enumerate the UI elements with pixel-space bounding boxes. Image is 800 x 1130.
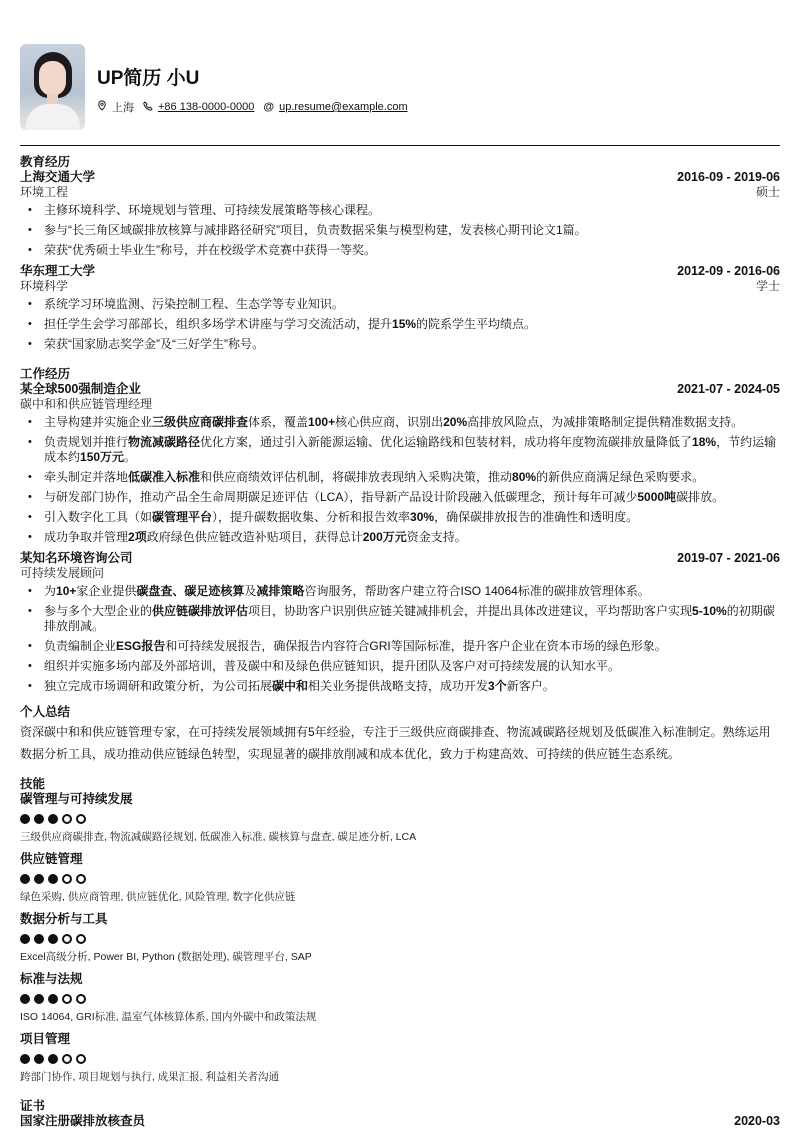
map-pin-icon — [97, 100, 107, 114]
empty-dot-icon — [62, 994, 72, 1004]
summary-section — [20, 705, 780, 765]
skill-keywords: Excel高级分析, Power BI, Python (数据处理), 碳管理平台, SAP — [20, 951, 312, 963]
filled-dot-icon — [48, 874, 58, 884]
skill-name: 标准与法规 — [20, 972, 83, 986]
empty-dot-icon — [62, 814, 72, 824]
entry-header — [20, 264, 780, 279]
header-divider — [20, 145, 780, 146]
bullet-item: • 担任学生会学习部部长，组织多场学术讲座与学习交流活动，提升15%的院系学生平均绩点。 — [20, 317, 780, 332]
bullet-list — [20, 297, 780, 352]
bullet-item: • 组织并实施多场内部及外部培训，普及碳中和及绿色供应链知识，提升团队及客户对可持续发展的认知水平。 — [20, 659, 780, 674]
skill-keywords: 三级供应商碳排查, 物流减碳路径规划, 低碳准入标准, 碳核算与盘查, 碳足迹分析, LCA — [20, 831, 417, 843]
bullet-item: • 系统学习环境监测、污染控制工程、生态学等专业知识。 — [20, 297, 780, 312]
date-range: 2012-09 - 2016-06 — [677, 264, 780, 278]
skill-keywords: ISO 14064, GRI标准, 温室气体核算体系, 国内外碳中和政策法规 — [20, 1011, 317, 1023]
major: 环境科学 — [20, 279, 69, 293]
section-title: 工作经历 — [20, 367, 71, 381]
bullet-item: • 荣获“国家励志奖学金”及“三好学生”称号。 — [20, 337, 780, 352]
entry-header — [20, 551, 780, 566]
education-entry — [20, 264, 780, 352]
education-entry — [20, 170, 780, 258]
degree: 硕士 — [755, 185, 780, 199]
filled-dot-icon — [48, 994, 58, 1004]
resume-page — [20, 44, 780, 130]
section-title: 个人总结 — [20, 705, 71, 719]
company-name: 某全球500强制造企业 — [20, 382, 141, 396]
section-title: 证书 — [20, 1099, 46, 1113]
resume-header — [20, 44, 780, 130]
summary-text: 资深碳中和和供应链管理专家，在可持续发展领域拥有5年经验，专注于三级供应商碳排查、物流减碳路径规划及低碳准入标准制定。熟练运用数据分析工具，成功推动供应链绿色转型，实现显著的碳排放削减和成本优化，致力于构建高效、可持续的供应链生态系统。 — [20, 725, 771, 761]
skill-name: 项目管理 — [20, 1032, 71, 1046]
degree: 学士 — [755, 279, 780, 293]
skill-name: 碳管理与可持续发展 — [20, 792, 133, 806]
education-section — [20, 155, 780, 352]
bullet-item: • 牵头制定并落地低碳准入标准和供应商绩效评估机制，将碳排放表现纳入采购决策，推动80%的新供应商满足绿色采购要求。 — [20, 470, 780, 485]
skill-level-rating — [20, 994, 780, 1005]
filled-dot-icon — [20, 1054, 30, 1064]
bullet-item: • 与研发部门协作，推动产品全生命周期碳足迹评估（LCA），指导新产品设计阶段融入低碳理念，预计每年可减少5000吨碳排放。 — [20, 490, 780, 505]
entry-subtitle — [20, 566, 780, 580]
skill-item — [20, 792, 780, 844]
filled-dot-icon — [20, 814, 30, 824]
at-sign-icon: @ — [263, 101, 275, 113]
filled-dot-icon — [34, 994, 44, 1004]
skill-level-rating — [20, 874, 780, 885]
date-range: 2021-07 - 2024-05 — [677, 382, 780, 396]
date-range: 2016-09 - 2019-06 — [677, 170, 780, 184]
certificate-name: 国家注册碳排放核查员 — [20, 1114, 146, 1128]
bullet-item: • 负责编制企业ESG报告和可持续发展报告，确保报告内容符合GRI等国际标准，提升客户企业在资本市场的绿色形象。 — [20, 639, 780, 654]
section-title: 技能 — [20, 777, 46, 791]
location: 上海 — [97, 99, 134, 115]
date: 2020-03 — [734, 1114, 780, 1128]
bullet-item: • 荣获“优秀硕士毕业生”称号，并在校级学术竞赛中获得一等奖。 — [20, 243, 780, 258]
bullet-item: • 成功争取并管理2项政府绿色供应链改造补贴项目，获得总计200万元资金支持。 — [20, 530, 780, 545]
filled-dot-icon — [48, 934, 58, 944]
filled-dot-icon — [48, 814, 58, 824]
job-role: 碳中和和供应链管理经理 — [20, 397, 153, 411]
skill-level-rating — [20, 934, 780, 945]
entry-subtitle — [20, 185, 780, 199]
bullet-list — [20, 584, 780, 694]
date-range: 2019-07 - 2021-06 — [677, 551, 780, 565]
skill-item — [20, 852, 780, 904]
bullet-item: • 引入数字化工具（如碳管理平台），提升碳数据收集、分析和报告效率30%，确保碳排放报告的准确性和透明度。 — [20, 510, 780, 525]
school-name: 华东理工大学 — [20, 264, 96, 278]
filled-dot-icon — [34, 934, 44, 944]
job-role: 可持续发展顾问 — [20, 566, 105, 580]
empty-dot-icon — [76, 814, 86, 824]
skill-level-rating — [20, 814, 780, 825]
filled-dot-icon — [48, 1054, 58, 1064]
skill-name: 数据分析与工具 — [20, 912, 108, 926]
filled-dot-icon — [20, 874, 30, 884]
filled-dot-icon — [34, 814, 44, 824]
filled-dot-icon — [20, 934, 30, 944]
skill-keywords: 绿色采购, 供应商管理, 供应链优化, 风险管理, 数字化供应链 — [20, 891, 296, 903]
bullet-item: • 参与多个大型企业的供应链碳排放评估项目，协助客户识别供应链关键减排机会，并提出具体改进建议，平均帮助客户实现5-10%的初期碳排放削减。 — [20, 604, 780, 634]
skill-level-rating — [20, 1054, 780, 1065]
empty-dot-icon — [62, 1054, 72, 1064]
entry-header — [20, 170, 780, 185]
email[interactable] — [263, 101, 407, 113]
filled-dot-icon — [34, 1054, 44, 1064]
bullet-list — [20, 415, 780, 545]
certificates-section — [20, 1099, 780, 1129]
company-name: 某知名环境咨询公司 — [20, 551, 133, 565]
entry-subtitle — [20, 279, 780, 293]
empty-dot-icon — [76, 874, 86, 884]
bullet-item: • 独立完成市场调研和政策分析，为公司拓展碳中和相关业务提供战略支持，成功开发3个新客户。 — [20, 679, 780, 694]
skill-item — [20, 1032, 780, 1084]
bullet-list — [20, 203, 780, 258]
work-entry — [20, 382, 780, 545]
entry-header — [20, 382, 780, 397]
section-title: 教育经历 — [20, 155, 71, 169]
phone-icon — [143, 101, 153, 114]
work-section — [20, 367, 780, 694]
empty-dot-icon — [62, 934, 72, 944]
skills-section — [20, 777, 780, 1084]
entry-subtitle — [20, 397, 780, 411]
contact-info — [97, 99, 417, 115]
phone-link[interactable]: +86 138-0000-0000 — [158, 101, 255, 113]
bullet-item: • 负责规划并推行物流减碳路径优化方案，通过引入新能源运输、优化运输路线和包装材料，成功将年度物流碳排放量降低了18%，节约运输成本约150万元。 — [20, 435, 780, 465]
skill-keywords: 跨部门协作, 项目规划与执行, 成果汇报, 利益相关者沟通 — [20, 1071, 280, 1083]
school-name: 上海交通大学 — [20, 170, 96, 184]
filled-dot-icon — [20, 994, 30, 1004]
certificate-entry — [20, 1114, 780, 1129]
empty-dot-icon — [76, 934, 86, 944]
resume-content — [20, 155, 780, 1129]
email-link[interactable]: up.resume@example.com — [279, 101, 408, 113]
filled-dot-icon — [34, 874, 44, 884]
candidate-name: UP简历 小U — [97, 68, 200, 89]
bullet-item: • 参与“长三角区域碳排放核算与减排路径研究”项目，负责数据采集与模型构建，发表核心期刊论文1篇。 — [20, 223, 780, 238]
bullet-item: • 为10+家企业提供碳盘查、碳足迹核算及减排策略咨询服务，帮助客户建立符合ISO 14064标准的碳排放管理体系。 — [20, 584, 780, 599]
work-entry — [20, 551, 780, 694]
avatar — [20, 44, 85, 130]
empty-dot-icon — [76, 994, 86, 1004]
bullet-item: • 主修环境科学、环境规划与管理、可持续发展策略等核心课程。 — [20, 203, 780, 218]
major: 环境工程 — [20, 185, 69, 199]
skill-item — [20, 912, 780, 964]
skill-item — [20, 972, 780, 1024]
phone[interactable] — [143, 101, 254, 114]
empty-dot-icon — [76, 1054, 86, 1064]
bullet-item: • 主导构建并实施企业三级供应商碳排查体系，覆盖100+核心供应商，识别出20%高排放风险点，为减排策略制定提供精准数据支持。 — [20, 415, 780, 430]
skill-name: 供应链管理 — [20, 852, 83, 866]
empty-dot-icon — [62, 874, 72, 884]
